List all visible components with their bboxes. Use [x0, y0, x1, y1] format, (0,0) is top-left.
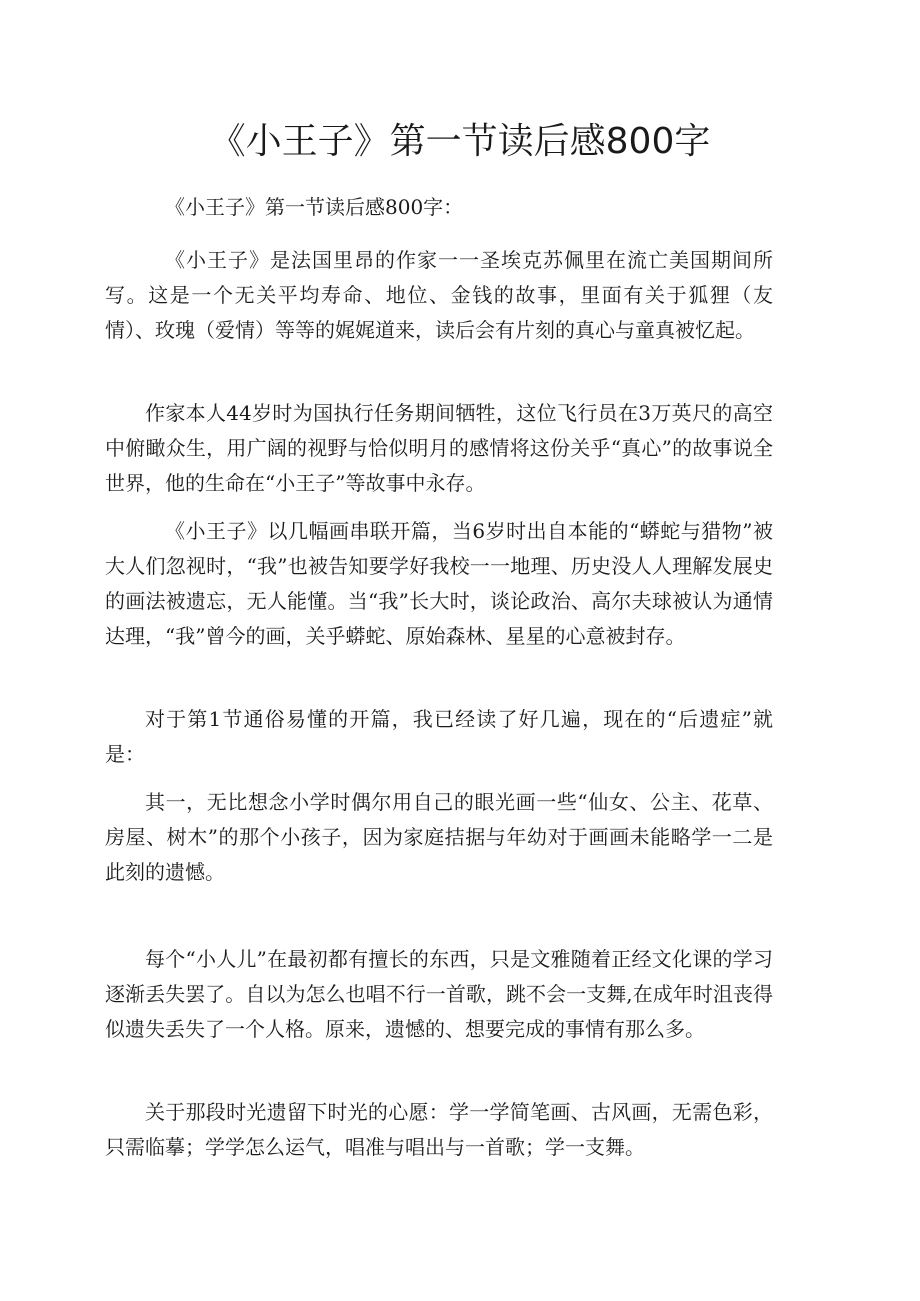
paragraph-aftereffect: 对于第1节通俗易懂的开篇，我已经读了好几遍，现在的“后遗症”就是：: [105, 707, 773, 766]
paragraph-wishes: 关于那段时光遗留下时光的心愿：学一学简笔画、古风画，无需色彩，只需临摹；学学怎么运气，唱准与唱出与一首歌；学一支舞。: [105, 1100, 773, 1159]
paragraph-little-one: 每个“小人儿”在最初都有擅长的东西，只是文雅随着正经文化课的学习逐渐丢失罢了。自以为怎么也唱不行一首歌，跳不会一支舞,在成年时沮丧得似遗失丢失了一个人格。原来，遗憾的、想要完成的事情有那么多。: [105, 947, 773, 1041]
paragraph-intro: 《小王子》是法国里昂的作家一一圣埃克苏佩里在流亡美国期间所写。这是一个无关平均寿命、地位、金钱的故事，里面有关于狐狸（友情）、玫瑰（爱情）等等的娓娓道来，读后会有片刻的真心与童真被忆起。: [105, 248, 773, 342]
paragraph-first-point: 其一，无比想念小学时偶尔用自己的眼光画一些“仙女、公主、花草、房屋、树木”的那个小孩子，因为家庭拮据与年幼对于画画未能略学一二是此刻的遗憾。: [105, 790, 773, 884]
document-subtitle: 《小王子》第一节读后感800字：: [165, 195, 464, 219]
paragraph-drawings: 《小王子》以几幅画串联开篇，当6岁时出自本能的“蟒蛇与猎物”被大人们忽视时，“我”也被告知要学好我校一一地理、历史没人人理解发展史的画法被遗忘，无人能懂。当“我”长大时，谈论政治、高尔夫球被认为通情达理，“我”曾今的画，关乎蟒蛇、原始森林、星星的心意被封存。: [105, 519, 773, 648]
document-title: 《小王子》第一节读后感800字: [209, 121, 711, 162]
paragraph-author: 作家本人44岁时为国执行任务期间牺牲，这位飞行员在3万英尺的高空中俯瞰众生，用广阔的视野与恰似明月的感情将这份关乎“真心”的故事说全世界，他的生命在“小王子”等故事中永存。: [105, 401, 773, 495]
